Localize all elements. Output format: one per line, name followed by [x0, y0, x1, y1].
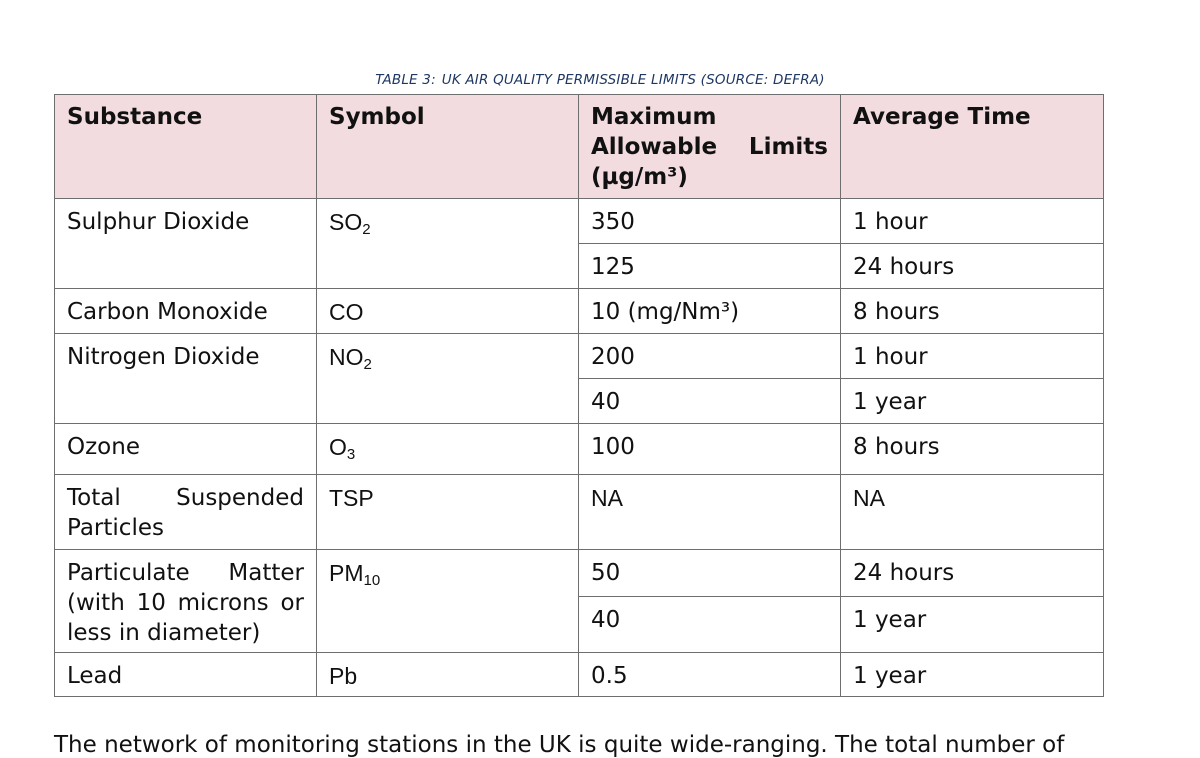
header-average-time: Average Time: [841, 95, 1104, 199]
symbol-base: CO: [329, 299, 364, 325]
table-row: [55, 199, 1104, 244]
time-cell: NA: [841, 475, 1104, 550]
substance-cell: Ozone: [55, 424, 317, 475]
time-cell: 1 year: [841, 653, 1104, 697]
header-row: [55, 95, 1104, 199]
time-cell: 24 hours: [841, 244, 1104, 289]
substance-line: Total Suspended: [67, 485, 304, 511]
time-cell: 1 year: [841, 379, 1104, 424]
symbol-cell: [317, 424, 579, 475]
limit-cell: 125: [579, 244, 841, 289]
caption-table-number: TABLE 3:: [375, 72, 436, 88]
header-symbol: Symbol: [317, 95, 579, 199]
time-cell: 1 year: [841, 597, 1104, 653]
limit-cell: 40: [579, 597, 841, 653]
limit-cell: 350: [579, 199, 841, 244]
table-row: [55, 550, 1104, 597]
air-quality-table: [54, 94, 1104, 697]
table-row: [55, 475, 1104, 550]
symbol-subscript: 2: [363, 356, 372, 373]
body-paragraph-cutoff: [54, 728, 1154, 758]
time-cell: 8 hours: [841, 424, 1104, 475]
substance-cell: [55, 475, 317, 550]
substance-cell: Sulphur Dioxide: [55, 199, 317, 289]
limit-cell: 100: [579, 424, 841, 475]
substance-line: Particulate Matter: [67, 560, 304, 586]
symbol-cell: [317, 550, 579, 653]
substance-line: (with 10 microns or: [67, 590, 304, 616]
table-caption: [0, 66, 1200, 93]
limit-cell: 0.5: [579, 653, 841, 697]
limit-cell: 50: [579, 550, 841, 597]
limit-cell: NA: [579, 475, 841, 550]
substance-line: less in diameter): [67, 620, 261, 646]
time-cell: 8 hours: [841, 289, 1104, 334]
header-limits-line2: Allowable Limits: [591, 134, 828, 160]
table-row: [55, 289, 1104, 334]
body-paragraph-text: The network of monitoring stations in the UK is quite wide-ranging. The total number of: [54, 732, 1065, 758]
symbol-subscript: 2: [362, 221, 371, 238]
symbol-cell: [317, 334, 579, 424]
caption-text: UK AIR QUALITY PERMISSIBLE LIMITS (SOURCE: DEFRA): [441, 72, 825, 88]
symbol-base: Pb: [329, 663, 358, 689]
symbol-base: SO: [329, 209, 363, 235]
symbol-base: NO: [329, 344, 364, 370]
time-cell: 1 hour: [841, 199, 1104, 244]
symbol-base: TSP: [329, 485, 374, 511]
symbol-subscript: 3: [346, 446, 356, 463]
limit-cell: 200: [579, 334, 841, 379]
limit-cell: 10 (mg/Nm³): [579, 289, 841, 334]
header-substance: Substance: [55, 95, 317, 199]
substance-line: Particles: [67, 515, 164, 541]
symbol-cell: [317, 199, 579, 289]
header-limits-line1: Maximum: [591, 104, 717, 130]
table-row: [55, 653, 1104, 697]
symbol-base: O: [329, 434, 347, 460]
time-cell: 24 hours: [841, 550, 1104, 597]
substance-cell: [55, 550, 317, 653]
symbol-cell: [317, 475, 579, 550]
symbol-base: PM: [329, 560, 364, 586]
limit-cell: 40: [579, 379, 841, 424]
symbol-subscript: 10: [363, 572, 381, 589]
symbol-cell: [317, 289, 579, 334]
header-limits: [579, 95, 841, 199]
table-row: [55, 424, 1104, 475]
symbol-cell: [317, 653, 579, 697]
substance-cell: Lead: [55, 653, 317, 697]
substance-cell: Nitrogen Dioxide: [55, 334, 317, 424]
substance-cell: Carbon Monoxide: [55, 289, 317, 334]
table-row: [55, 334, 1104, 379]
header-limits-line3: (µg/m³): [591, 164, 688, 190]
time-cell: 1 hour: [841, 334, 1104, 379]
